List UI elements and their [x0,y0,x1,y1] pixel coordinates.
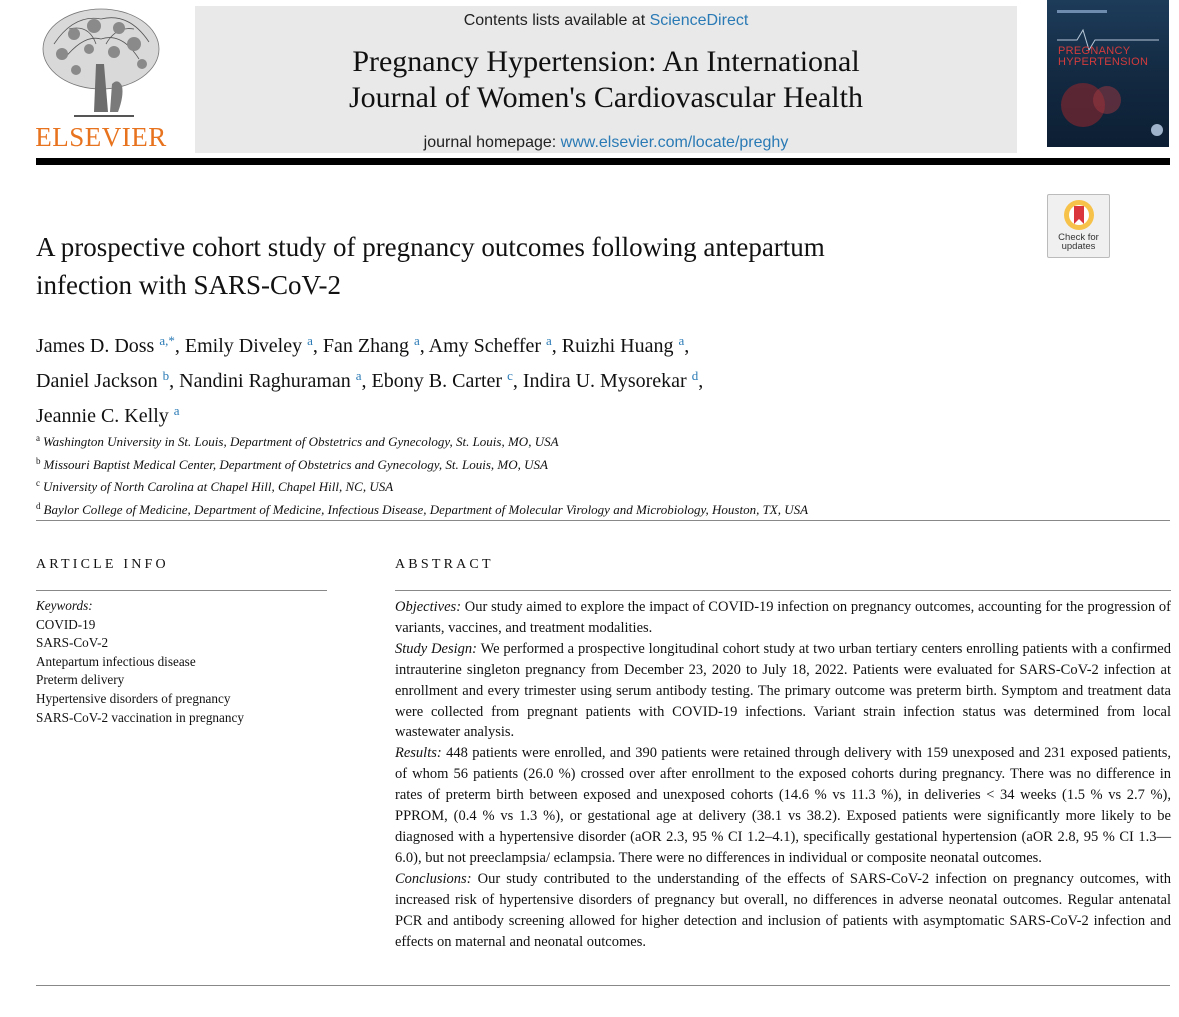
author-affiliation[interactable]: a [678,333,685,348]
affiliation-text: Missouri Baptist Medical Center, Department of Obstetrics and Gynecology, St. Louis, MO, USA [43,456,548,472]
article-title [36,228,1036,304]
affiliation-text: Baylor College of Medicine, Department of Medicine, Infectious Disease, Department of Molecular Virology and Microbiology, Houston, TX, USA [43,501,809,517]
abstract-section-text: 448 patients were enrolled, and 390 patients were retained through delivery with 159 unexposed and 231 exposed patients, of whom 56 patients (26.0 %) crossed over after enrollment to the exposed cohorts during pregnancy. There was no difference in rates of preterm birth between exposed and unexposed cohorts (14.6 % vs 11.3 %), in deliveries < 34 weeks (1.5 % vs 2.7 %), PPROM, (0.4 % vs 1.3 %), or gestational age at delivery (38.1 vs 38.2). Exposed patients were significantly more likely to be diagnosed with a hypertensive disorder (aOR 2.3, 95 % CI 1.2–4.1), specifically gestational hypertension (aOR 2.8, 95 % CI 1.3—6.0), but not preeclampsia/ eclampsia. There were no differences in individual or composite neonatal outcomes. [395,745,1171,866]
affiliation-item [36,429,1136,452]
journal-title-line1: Pregnancy Hypertension: An International [352,45,860,78]
author-name: Ebony B. Carter [371,370,503,392]
abstract-conclusions [395,869,1171,953]
article-title-line1: A prospective cohort study of pregnancy outcomes following antepartum [36,232,825,262]
cover-title [1058,46,1148,68]
keyword: Hypertensive disorders of pregnancy [36,690,231,706]
author-affiliation[interactable]: a [546,333,552,348]
author-name: James D. Doss [36,335,155,357]
author[interactable] [185,335,313,357]
cover-title-line2: HYPERTENSION [1058,56,1149,68]
affiliation-text: Washington University in St. Louis, Department of Obstetrics and Gynecology, St. Louis, MO, USA [43,434,559,449]
author[interactable] [372,370,513,392]
author-affiliation[interactable]: a,* [159,333,175,348]
author-affiliation[interactable]: c [507,368,513,383]
cover-title-line1: PREGNANCY [1058,45,1131,57]
homepage-link[interactable]: www.elsevier.com/locate/preghy [560,134,789,151]
check-updates-line1: Check for [1058,232,1099,243]
abstract-section-label: Results: [395,745,442,762]
abstract-results [395,743,1171,868]
sciencedirect-link[interactable]: ScienceDirect [649,12,749,29]
keyword: SARS-CoV-2 [36,635,109,651]
article-title-line2: infection with SARS-CoV-2 [36,270,342,300]
affiliations [36,429,1136,519]
check-updates-line2: updates [1061,241,1096,252]
check-updates-icon [1062,198,1096,232]
author-affiliation[interactable]: a [173,403,180,418]
author[interactable] [179,370,361,392]
journal-cover[interactable] [1047,0,1169,147]
author-name: Fan Zhang [322,335,409,357]
keyword: SARS-CoV-2 vaccination in pregnancy [36,709,244,725]
affiliation-item [36,452,1136,475]
abstract-section-text: Our study contributed to the understanding of the effects of SARS-CoV-2 infection on pregnancy outcomes, with increased risk of hypertensive disorders of pregnancy but overall, no differences in adverse neonatal outcomes. Regular antenatal PCR and antibody screening allowed for higher detection and inclusion of patients with asymptomatic SARS-CoV-2 infection and effects on maternal and neonatal outcomes. [395,870,1171,950]
abstract-divider [395,590,1171,591]
author-name: Jeannie C. Kelly [36,405,169,427]
author[interactable] [323,335,420,357]
article-info-heading: ARTICLE INFO [36,557,169,572]
abstract-body [395,597,1171,952]
homepage-line [195,134,1017,152]
check-for-updates-button[interactable] [1047,194,1110,258]
author[interactable] [429,335,552,357]
abstract-section-text: Our study aimed to explore the impact of COVID-19 infection on pregnancy outcomes, accounting for the progression of variants, vaccines, and treatment modalities. [395,599,1171,636]
abstract-study-design [395,639,1171,744]
author-affiliation[interactable]: a [307,333,313,348]
affiliation-key: b [36,455,41,466]
author-list: James D. Doss $^{a,*}$, Emily Diveley $^a$, Fan Zhang $^a$, Amy Scheffer $^a$, Ruizhi Huang $^a$, Daniel Jackson $^b$, Nandini Raghuraman $^a$, Ebony B. Carter $^c$, Indira U. Mysorekar $^d$, Jeannie C. Kelly $^a$ [36,333,704,427]
author-name: Daniel Jackson [36,370,158,392]
affiliation-key: d [36,500,41,511]
abstract-section-label: Objectives: [395,599,462,615]
journal-banner [195,6,1017,153]
affiliation-item [36,474,1136,497]
keyword: Antepartum infectious disease [36,653,196,669]
contents-prefix: Contents lists available at [463,12,650,29]
affiliation-item [36,497,1136,520]
abstract-section-label: Conclusions: [395,870,472,887]
affiliation-key: c [36,478,40,488]
affiliation-text: University of North Carolina at Chapel Hill, Chapel Hill, NC, USA [43,479,394,494]
author-affiliation[interactable]: b [162,368,170,383]
abstract-heading: ABSTRACT [395,557,494,572]
author[interactable] [36,335,175,357]
author-affiliation[interactable]: a [413,333,420,348]
author-name: Ruizhi Huang [561,335,674,357]
keywords-label: Keywords: [36,598,93,613]
contents-line [195,12,1017,30]
author-affiliation[interactable]: d [691,368,699,383]
journal-title-line2: Journal of Women's Cardiovascular Health [349,81,863,114]
homepage-prefix: journal homepage: [423,134,561,151]
keyword: Preterm delivery [36,672,125,688]
author[interactable] [36,370,169,392]
article-info-divider [36,590,327,591]
affiliation-key: a [36,433,40,443]
keywords-box [36,597,336,727]
abstract-section-text: We performed a prospective longitudinal cohort study at two urban tertiary centers enrolling patients with a confirmed intrauterine singleton pregnancy from December 23, 2020 to July 18, 2022. Patients were evaluated for SARS-CoV-2 infection at enrollment and every trimester using serum antibody testing. The primary outcome was preterm birth. Symptom and treatment data were collected from pregnant patients with COVID-19 infections. Variant strain infection status was determined from local wastewater analysis. [395,640,1171,741]
abstract-objectives [395,597,1171,639]
check-updates-label [1048,233,1109,251]
author-affiliation[interactable]: a [355,368,362,383]
keyword: COVID-19 [36,616,96,632]
author[interactable] [562,335,684,357]
author[interactable] [36,405,180,427]
author[interactable] [523,370,698,392]
elsevier-wordmark: ELSEVIER [35,122,167,152]
author-name: Nandini Raghuraman [179,370,351,392]
author-name: Indira U. Mysorekar [522,370,687,392]
journal-title [195,44,1017,116]
author-name: Amy Scheffer [428,335,542,357]
author-name: Emily Diveley [184,335,303,357]
header-divider [36,158,1170,165]
section-divider [36,520,1170,521]
footer-divider [36,985,1170,986]
abstract-section-label: Study Design: [395,640,477,657]
